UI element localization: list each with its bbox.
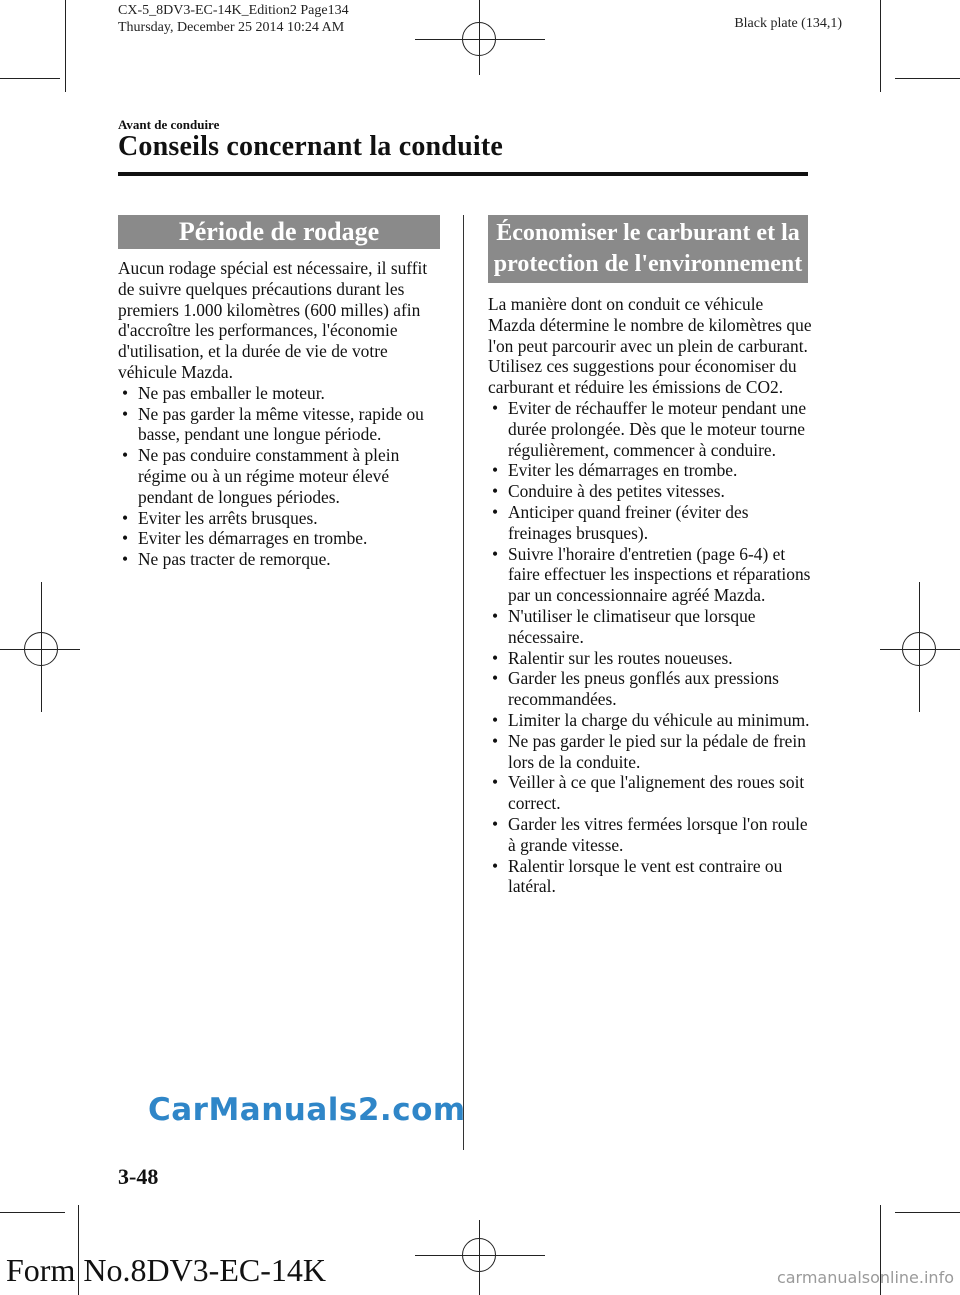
bullet-item: • Ralentir lorsque le vent est contraire ou latéral. — [488, 856, 813, 898]
site-watermark: carmanualsonline.info — [776, 1268, 954, 1287]
right-bullet-list — [488, 398, 813, 897]
bullet-item: • Garder les vitres fermées lorsque l'on roule à grande vitesse. — [488, 814, 813, 856]
bullet-item: • Ne pas emballer le moteur. — [118, 383, 443, 404]
crop-mark — [0, 78, 60, 79]
registration-mark-top — [479, 0, 480, 75]
heading-break-in-period: Période de rodage — [118, 215, 440, 249]
left-bullet-list — [118, 383, 443, 570]
crop-mark — [880, 0, 881, 92]
bullet-item: • Ne pas garder le pied sur la pédale de frein lors de la conduite. — [488, 731, 813, 773]
watermark-logo: CarManuals2.com — [148, 1092, 466, 1128]
bullet-item: • Conduire à des petites vitesses. — [488, 481, 813, 502]
bullet-item: • Eviter les démarrages en trombe. — [488, 460, 813, 481]
bullet-item: • Eviter les arrêts brusques. — [118, 508, 443, 529]
page-number: 3-48 — [118, 1164, 159, 1189]
bullet-item: • Ralentir sur les routes noueuses. — [488, 648, 813, 669]
registration-mark-bottom — [479, 1220, 480, 1295]
section-category: Avant de conduire — [118, 117, 220, 132]
black-plate-label: Black plate (134,1) — [734, 16, 842, 31]
heading-fuel-economy-line-1: Économiser le carburant et la — [496, 220, 800, 246]
right-intro-paragraph: La manière dont on conduit ce véhicule Mazda détermine le nombre de kilomètres que l'on peut parcourir avec un plein de carburant. Utilisez ces suggestions pour économiser du carburant et réduire les émissions de CO2. — [488, 294, 812, 398]
left-column — [118, 258, 443, 570]
form-number: Form No.8DV3-EC-14K — [6, 1252, 326, 1288]
bullet-item: • Ne pas garder la même vitesse, rapide ou basse, pendant une longue période. — [118, 404, 443, 446]
crop-mark — [0, 1212, 65, 1213]
plate-line-2: Thursday, December 25 2014 10:24 AM — [118, 20, 345, 35]
registration-mark-left — [41, 582, 42, 712]
column-divider — [463, 215, 464, 1150]
bullet-item: • Limiter la charge du véhicule au minimum. — [488, 710, 813, 731]
bullet-item: • Anticiper quand freiner (éviter des freinages brusques). — [488, 502, 813, 544]
crop-mark — [895, 78, 960, 79]
plate-line-1: CX-5_8DV3-EC-14K_Edition2 Page134 — [118, 3, 349, 18]
heading-fuel-economy — [488, 215, 808, 283]
bullet-item: • N'utiliser le climatiseur que lorsque nécessaire. — [488, 606, 813, 648]
bullet-item: • Suivre l'horaire d'entretien (page 6-4) et faire effectuer les inspections et réparations par un concessionnaire agréé Mazda. — [488, 544, 813, 606]
bullet-item: • Veiller à ce que l'alignement des roues soit correct. — [488, 772, 813, 814]
right-column — [488, 294, 813, 897]
bullet-item: • Eviter de réchauffer le moteur pendant une durée prolongée. Dès que le moteur tourne régulièrement, commencer à conduire. — [488, 398, 813, 460]
registration-mark-right — [919, 582, 920, 712]
bullet-item: • Ne pas tracter de remorque. — [118, 549, 443, 570]
heading-fuel-economy-line-2: protection de l'environnement — [493, 251, 803, 277]
crop-mark — [895, 1212, 960, 1213]
title-rule — [118, 172, 808, 176]
bullet-item: • Eviter les démarrages en trombe. — [118, 528, 443, 549]
registration-mark-left — [0, 649, 80, 650]
bullet-item: • Ne pas conduire constamment à plein régime ou à un régime moteur élevé pendant de longues périodes. — [118, 445, 443, 507]
crop-mark — [65, 0, 66, 92]
left-intro-paragraph: Aucun rodage spécial est nécessaire, il suffit de suivre quelques précautions durant les premiers 1.000 kilomètres (600 milles) afin d'accroître les performances, l'économie d'utilisation, et la durée de vie de votre véhicule Mazda. — [118, 258, 428, 382]
page-title: Conseils concernant la conduite — [118, 131, 503, 162]
bullet-item: • Garder les pneus gonflés aux pressions recommandées. — [488, 668, 813, 710]
plate-info — [118, 2, 349, 36]
